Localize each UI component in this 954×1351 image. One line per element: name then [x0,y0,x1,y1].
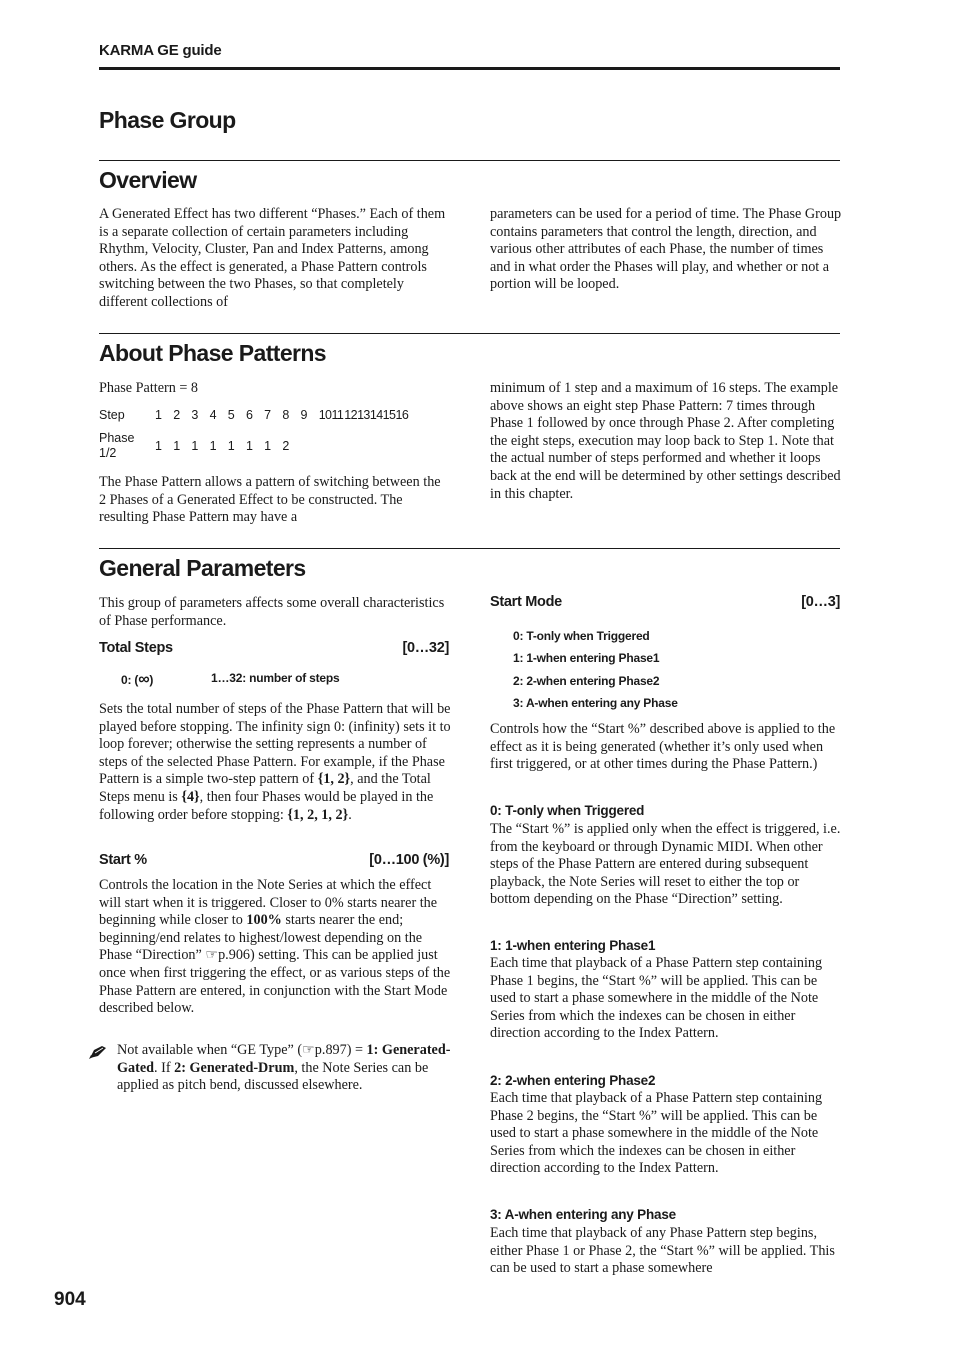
start-mode-option-2: 2: 2-when entering Phase2 [513,673,660,688]
start-pct-note [117,1042,451,1095]
phase-label: Phase 1/2 [99,431,135,460]
overview-paragraph-1: A Generated Effect has two different “Phases.” Each of them is a separate collection of certain parameters including Rhythm, Velocity, Cluster, Pan and Index Patterns, among others. As the effect is generated, a Phase Pattern controls switching between the two Phases, so that completely different collections of [99,206,446,310]
pencil-note-icon [88,1044,108,1060]
total-steps-name: Total Steps [99,640,173,656]
overview-paragraph-2: parameters can be used for a period of time. The Phase Group contains parameters that control the length, direction, and various other attributes of each Phase, the number of times and in what order the Phases will play, and whether or not a portion will be looped. [490,206,842,293]
general-intro [99,595,451,630]
about-paragraph-2: minimum of 1 step and a maximum of 16 steps. The example above shows an eight step Phase Pattern: 7 times through Phase 1 followed by once through Phase 2. After completing the eight steps, execution may loop back to Step 1. Note that the actual number of steps performed and whether it loops back at the end will be determined by other settings described in this chapter. [490,380,841,502]
ts-bold-3: {1, 2, 1, 2} [287,806,349,823]
ts-bold-1: {1, 2} [317,771,351,788]
start-pct-range: [0…100 (%)] [369,852,449,868]
start-mode-name: Start Mode [490,594,562,610]
header-rule [99,67,840,70]
total-steps-description [99,701,451,824]
phase-cell: 1 [209,439,217,453]
page-title: Phase Group [99,107,236,133]
phase-cell: 1 [245,439,253,453]
mode0-text-block [490,821,842,909]
step-cell: 4 [209,408,217,422]
step-cell: 1 [155,408,162,422]
general-heading: General Parameters [99,555,306,581]
mode3-text-block [490,1225,842,1278]
total-steps-option-0 [121,671,153,689]
start-mode-range: [0…3] [801,594,840,610]
sp-text-2: starts nearer the end; beginning/end relates to highest/lowest depending on the Phase “Direction” ☞p.906) setting. This can be applied just once when first triggering the effect, or as various steps of the Phase Pattern are entered, in conjunction with the Start Mode described below. [99,912,451,1017]
step-label: Step [99,407,125,422]
sp-bold: 100% [246,912,282,929]
ts-text-3: , then four Phases would be played in the following order before stopping: [99,788,434,823]
total-steps-range: [0…32] [402,640,449,656]
step-cell: 12 [344,408,357,422]
phase-cells [155,439,301,453]
start-pct-name: Start % [99,852,147,868]
section-divider [99,333,840,334]
running-header: KARMA GE guide [99,42,222,59]
step-cell: 6 [245,408,253,422]
total-steps-heading [99,640,449,656]
general-intro-text: This group of parameters affects some overall characteristics of Phase performance. [99,595,445,629]
ts-bold-2: {4} [181,788,200,805]
phase-cell: 1 [264,439,272,453]
ts-text-1: Sets the total number of steps of the Phase Pattern that will be played before stopping. The infinity sign 0: (infinity) sets it to loop forever; otherwise the setting represents a number of steps of the selected Phase Pattern. For example, if the Phase Pattern is a simple two-step pattern of [99,701,451,788]
overview-column-left [99,206,451,312]
phase-cell: 1 [191,439,199,453]
note-text-3: , the Note Series can be applied as pitch bend, discussed elsewhere. [117,1059,429,1094]
opt0-suffix: ) [149,673,154,687]
section-divider [99,160,840,161]
phase-pattern-label: Phase Pattern = 8 [99,380,199,396]
mode1-heading: 1: 1-when entering Phase1 [490,938,656,953]
phase-cell: 1 [227,439,235,453]
step-cell: 5 [227,408,235,422]
step-cell: 15 [382,408,396,422]
note-bold-2: 2: Generated-Drum [174,1059,295,1076]
note-bold-1: 1: Generated-Gated [117,1042,451,1076]
about-column-left [99,474,451,527]
start-pct-paragraph [99,877,451,1018]
mode2-text-block [490,1090,842,1178]
about-column-right [490,380,842,503]
phase-cell: 1 [173,439,181,453]
step-cell: 16 [395,408,409,422]
start-mode-option-3: 3: A-when entering any Phase [513,696,678,711]
ts-text-4: . [348,806,352,823]
overview-heading: Overview [99,167,197,193]
step-cell: 9 [300,408,308,422]
section-divider [99,548,840,549]
mode3-heading: 3: A-when entering any Phase [490,1207,676,1222]
note-text-1: Not available when “GE Type” (☞p.897) = [117,1042,367,1058]
step-cell: 11 [331,408,344,422]
step-cell: 14 [369,408,383,422]
step-cell: 3 [191,408,199,422]
start-mode-option-1: 1: 1-when entering Phase1 [513,651,660,666]
mode2-text: Each time that playback of a Phase Pattern step containing Phase 2 begins, the “Start %” will be applied. This can be used to start a phase somewhere in the middle of the Note Series from which the indexes can be chosen in either direction according to the Index Pattern. [490,1090,823,1177]
mode1-text-block [490,955,842,1043]
start-mode-description [490,721,842,774]
note-text-2: . If [154,1059,175,1076]
start-pct-description [99,877,451,1018]
total-steps-paragraph [99,701,451,824]
page-number: 904 [54,1289,86,1310]
sp-text-1: Controls the location in the Note Series at which the effect will start when it is triggered. Closer to 0% starts nearer the beginning while closer to [99,877,438,929]
step-cell: 2 [173,408,181,422]
mode0-heading: 0: T-only when Triggered [490,803,645,818]
mode1-text: Each time that playback of a Phase Pattern step containing Phase 1 begins, the “Start %” will be applied. This can be used to start a phase somewhere in the middle of the Note Series from which the indexes can be chosen in either direction according to the Index Pattern. [490,955,823,1042]
step-row [99,405,408,425]
mode3-text: Each time that playback of any Phase Pattern step begins, either Phase 1 or Phase 2, the “Start %” will be applied. This can be used to start a phase somewhere [490,1225,835,1277]
infinity-icon: ∞ [138,671,150,688]
start-mode-paragraph: Controls how the “Start %” described above is applied to the effect as it is being generated (whether it’s only used when first triggered, or at other times during the Phase Pattern.) [490,721,836,773]
phase-pattern-table [99,405,408,461]
step-cells [155,408,408,422]
start-mode-heading [490,594,840,610]
overview-column-right [490,206,842,294]
mode0-text: The “Start %” is applied only when the effect is triggered, i.e. from the keyboard or through Dynamic MIDI. When other steps of the Phase Pattern are entered during subsequent playback, the Note Series will reset to either the top or bottom depending on the Phase “Direction” setting. [490,821,841,908]
start-pct-heading [99,852,449,868]
step-cell: 10 [318,408,332,422]
phase-cell: 2 [282,439,290,453]
total-steps-option-1: 1…32: number of steps [211,671,340,685]
step-cell: 8 [282,408,290,422]
about-paragraph-1: The Phase Pattern allows a pattern of switching between the 2 Phases of a Generated Effect to be constructed. The resulting Phase Pattern may have a [99,474,441,526]
phase-cell: 1 [155,439,162,453]
step-cell: 13 [357,408,370,422]
start-mode-options [513,625,678,715]
mode2-heading: 2: 2-when entering Phase2 [490,1073,656,1088]
about-heading: About Phase Patterns [99,340,326,366]
ts-text-2: , and the Total Steps menu is [99,771,431,805]
step-cell: 7 [264,408,272,422]
start-mode-option-0: 0: T-only when Triggered [513,629,650,643]
opt0-prefix: 0: ( [121,673,139,687]
phase-row [99,431,408,461]
